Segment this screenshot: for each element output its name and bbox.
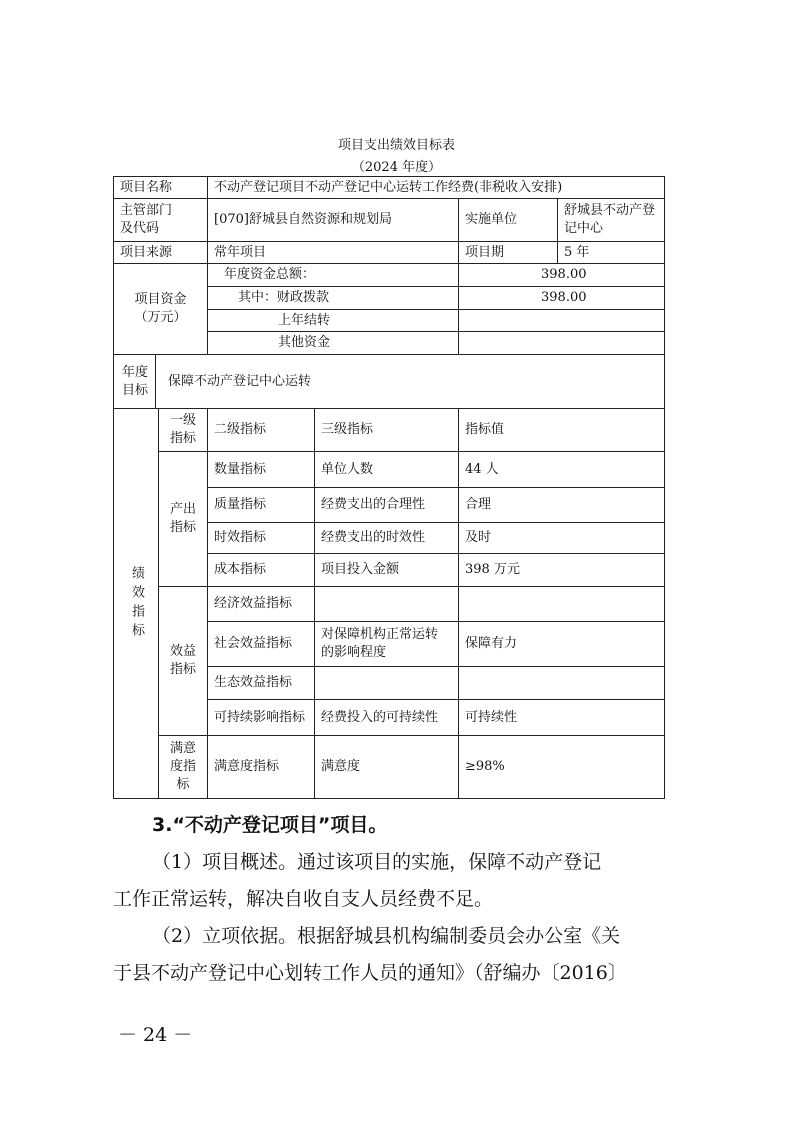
funds-total-value: 398.00 [541,267,587,282]
header-level3: 三级指标 [321,422,374,437]
item-value: ≥98% [465,759,505,774]
item-value: 合理 [465,497,492,512]
item-l3: 满意度 [321,759,361,774]
item-value: 保障有力 [465,636,518,651]
funds-total-label: 年度资金总额： [224,267,316,282]
item-l3 [315,587,458,621]
header-level1: 一级指标 [169,413,196,446]
paragraph-line: 工作正常运转，解决自收自支人员经费不足。 [113,888,494,910]
source-label: 项目来源 [120,244,173,260]
item-l3: 经费支出的时效性 [321,530,426,545]
item-l3: 经费支出的合理性 [321,497,426,512]
satisfaction-indicator-label: 满意度指标 [169,741,196,792]
funds-carry-value [459,310,664,331]
benefit-indicator-label: 效益指标 [169,644,196,677]
funds-carry-label: 上年结转 [278,312,331,328]
item-l2: 可持续影响指标 [214,709,306,725]
source-value: 常年项目 [214,244,267,260]
funds-fiscal-label: 其中：财政拨款 [238,290,330,305]
period-value: 5 年 [564,244,590,260]
annual-goal-value: 保障不动产登记中心运转 [168,373,312,389]
item-l2: 数量指标 [214,461,267,477]
item-value: 及时 [465,530,492,545]
project-name-value: 不动产登记项目不动产登记中心运转工作经费(非税收入安排) [214,179,563,195]
paragraph-line: 于县不动产登记中心划转工作人员的通知》（舒编办〔2016〕 [113,962,627,984]
item-l3: 单位人数 [321,461,374,477]
item-l2: 成本指标 [214,562,267,577]
item-value: 44 人 [465,461,499,477]
table-title: 项目支出绩效目标表 [337,138,455,153]
item-l3 [315,667,458,699]
dept-label: 主管部门及代码 [120,203,173,236]
header-value: 指标值 [465,422,505,437]
item-l3: 项目投入金额 [321,562,400,577]
paragraph-line: （1）项目概述。通过该项目的实施，保障不动产登记 [152,851,602,873]
item-value [459,667,664,699]
item-value [459,587,664,621]
dept-value: [070]舒城县自然资源和规划局 [214,212,392,227]
table-year: （2024 年度） [351,160,442,175]
page-number: － 24 － [118,1024,193,1046]
item-l3: 对保障机构正常运转的影响程度 [321,627,439,660]
output-indicator-label: 产出指标 [169,502,196,535]
section-heading: 3.“不动产登记项目”项目。 [152,814,388,836]
funds-other-value [459,332,664,354]
item-value: 可持续性 [465,709,518,725]
annual-goal-label: 年度目标 [122,364,149,398]
project-name-label: 项目名称 [120,179,173,195]
header-level2: 二级指标 [214,422,267,437]
funds-fiscal-value: 398.00 [541,290,587,305]
item-value: 398 万元 [465,562,520,577]
funds-label: 项目资金（万元） [134,292,187,325]
item-l2: 生态效益指标 [214,675,293,690]
item-l2: 经济效益指标 [214,596,293,611]
perf-section-label: 绩效指标 [129,565,144,642]
paragraph-line: （2）立项依据。根据舒城县机构编制委员会办公室《关 [152,925,621,947]
period-label: 项目期 [465,244,505,260]
item-l2: 满意度指标 [214,759,280,774]
item-l3: 经费投入的可持续性 [321,709,439,725]
impl-unit-label: 实施单位 [465,212,518,227]
item-l2: 社会效益指标 [214,636,293,651]
funds-other-label: 其他资金 [278,335,331,350]
item-l2: 质量指标 [214,497,267,512]
item-l2: 时效指标 [214,530,267,545]
impl-unit-value: 舒城县不动产登记中心 [564,203,656,236]
